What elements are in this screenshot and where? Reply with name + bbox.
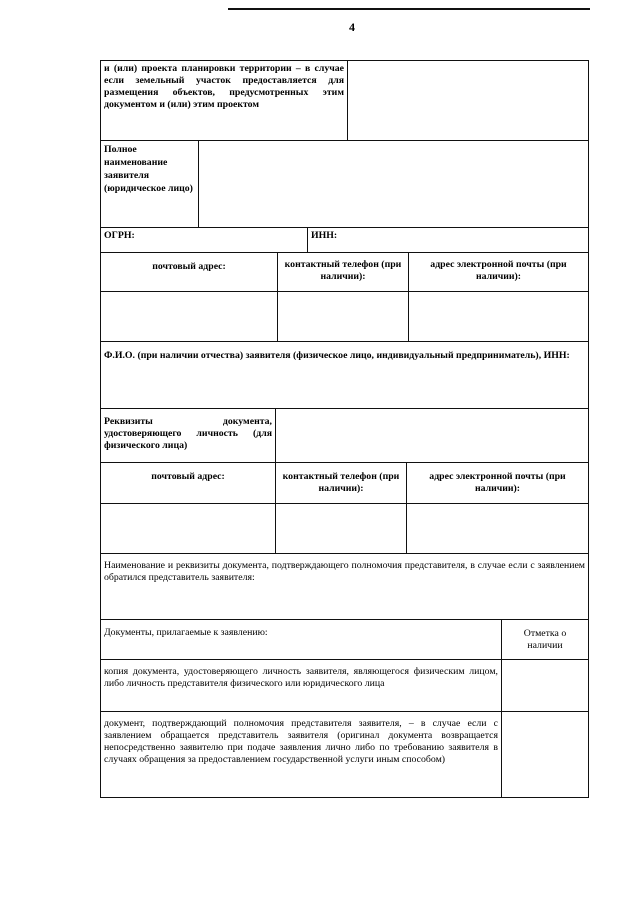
individual-email-header: адрес электронной почты (при наличии): [406, 462, 589, 504]
individual-phone-value[interactable] [275, 503, 407, 554]
legal-email-value[interactable] [408, 291, 589, 342]
ogrn-field[interactable] [100, 227, 308, 253]
document-item-2: документ, подтверждающий полномочия представителя заявителя, – в случае если с заявлением обращается представитель заявителя (оригинал документа возвращается непосредственно заявителю при подаче заявления лично либо по требованию заявителя в случаях обращения за предоставлением государственной услуги иным способом) [100, 711, 502, 798]
individual-fio-label: Ф.И.О. (при наличии отчества) заявителя (физическое лицо, индивидуальный предприниматель), ИНН: [104, 350, 570, 361]
inn-label: ИНН: [311, 230, 338, 241]
document-item-1-mark[interactable] [501, 659, 589, 712]
legal-postal-address-header: почтовый адрес: [100, 252, 278, 292]
mark-header: Отметка о наличии [501, 619, 589, 660]
individual-email-value[interactable] [406, 503, 589, 554]
representative-document-field[interactable] [100, 553, 589, 620]
id-document-value[interactable] [275, 408, 589, 463]
representative-document-label: Наименование и реквизиты документа, подтверждающего полномочия представителя, в случае если с заявлением обратился представитель заявителя: [104, 560, 585, 583]
project-planning-value[interactable] [347, 60, 589, 141]
individual-postal-address-value[interactable] [100, 503, 276, 554]
legal-entity-name-label: Полное наименование заявителя (юридическое лицо) [100, 140, 199, 228]
id-document-label: Реквизиты документа, удостоверяющего личность (для физического лица) [100, 408, 276, 463]
inn-field[interactable] [307, 227, 589, 253]
ogrn-label: ОГРН: [104, 230, 135, 241]
legal-email-header: адрес электронной почты (при наличии): [408, 252, 589, 292]
individual-phone-header: контактный телефон (при наличии): [275, 462, 407, 504]
document-item-2-mark[interactable] [501, 711, 589, 798]
legal-phone-header: контактный телефон (при наличии): [277, 252, 409, 292]
individual-fio-field[interactable] [100, 341, 589, 409]
documents-header: Документы, прилагаемые к заявлению: [100, 619, 502, 660]
legal-phone-value[interactable] [277, 291, 409, 342]
page-number: 4 [349, 20, 355, 34]
document-item-1: копия документа, удостоверяющего личность заявителя, являющегося физическим лицом, либо личность представителя физического или юридического лица [100, 659, 502, 712]
legal-entity-name-field[interactable] [198, 140, 589, 228]
individual-postal-address-header: почтовый адрес: [100, 462, 276, 504]
legal-postal-address-value[interactable] [100, 291, 278, 342]
project-planning-text: и (или) проекта планировки территории – в случае если земельный участок предоставляется для размещения объектов, предусмотренных этим документом и (или) этим проектом [100, 60, 348, 141]
